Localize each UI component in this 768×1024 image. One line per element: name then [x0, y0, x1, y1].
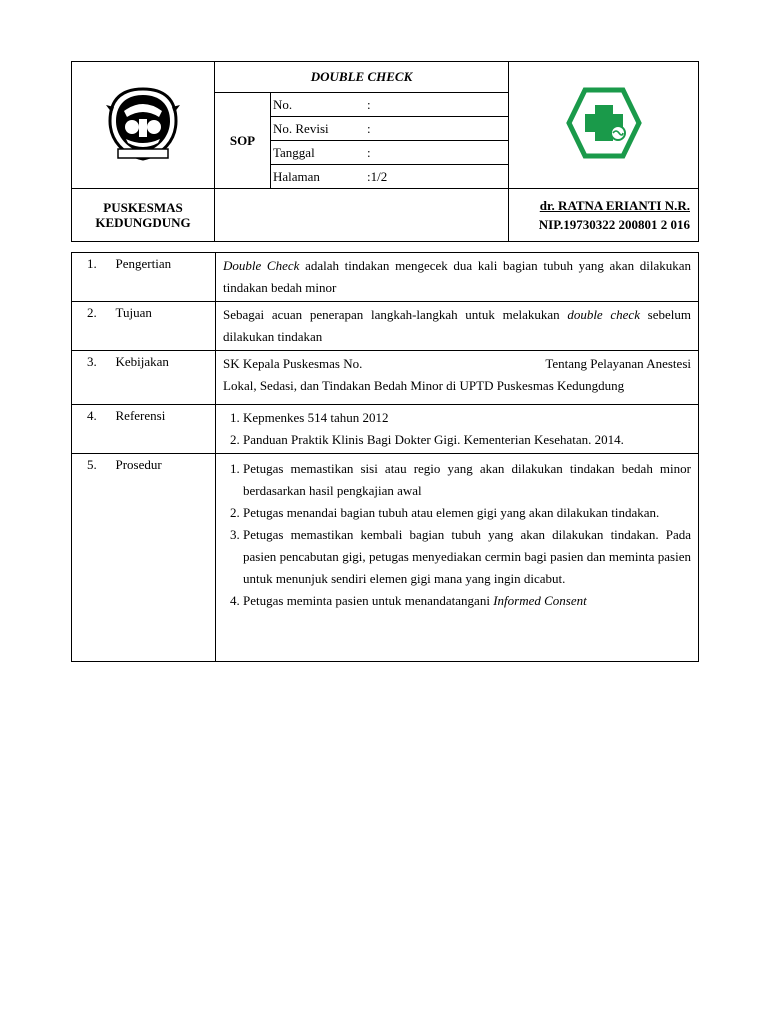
section-label: Kebijakan: [116, 351, 216, 405]
regency-emblem-icon: [104, 83, 182, 163]
list-item: 1. Kepmenkes 514 tahun 2012: [243, 407, 691, 429]
content-text: Lokal, Sedasi, dan Tindakan Bedah Minor di UPTD Puskesmas Kedungdung: [223, 378, 625, 393]
meta-value: :: [365, 117, 508, 141]
section-content: [216, 253, 699, 302]
list-item: 1. Petugas memastikan sisi atau regio yang akan dilakukan tindakan bedah minor berdasarkan hasil pengkajian awal: [243, 458, 691, 502]
procedure-list: [223, 458, 691, 612]
content-text: Petugas meminta pasien untuk menandatangani: [243, 593, 494, 608]
term: Informed Consent: [493, 593, 587, 608]
list-item: 3. Petugas memastikan kembali bagian tubuh yang akan dilakukan tindakan. Pada pasien pencabutan gigi, petugas menyediakan cermin bagi pasien dan meminta pasien untuk menunjuk sendiri elemen gigi mana yang ingin dicabut.: [243, 524, 691, 590]
section-label: Referensi: [116, 405, 216, 454]
content-text: adalah tindakan mengecek dua kali bagian tubuh yang akan dilakukan tindakan bedah minor: [223, 258, 691, 295]
meta-value: :1/2: [367, 168, 388, 184]
document-title: DOUBLE CHECK: [215, 62, 509, 93]
section-row: [72, 253, 699, 302]
list-item: 2. Petugas menandai bagian tubuh atau elemen gigi yang akan dilakukan tindakan.: [243, 502, 691, 524]
section-content: [216, 302, 699, 351]
document-meta-cell: [271, 93, 509, 189]
signatory-name: dr. RATNA ERIANTI N.R.: [539, 198, 690, 213]
section-number: 5.: [72, 454, 116, 662]
document-meta-table: [271, 93, 508, 188]
sop-content-table: [71, 252, 699, 662]
puskesmas-logo-icon: [566, 87, 642, 159]
section-number: 4.: [72, 405, 116, 454]
list-item: [243, 590, 691, 612]
meta-row: [271, 93, 508, 117]
section-content: [216, 351, 699, 405]
meta-label: No. Revisi: [271, 117, 365, 141]
section-row: [72, 351, 699, 405]
signatory-nip: NIP.19730322 200801 2 016: [538, 217, 690, 232]
section-label: Prosedur: [116, 454, 216, 662]
section-content: [216, 454, 699, 662]
organization-line: KEDUNGDUNG: [95, 215, 191, 230]
section-number: 1.: [72, 253, 116, 302]
section-number: 3.: [72, 351, 116, 405]
meta-label: Halaman: [273, 168, 320, 184]
section-row: [72, 302, 699, 351]
meta-value: :: [365, 93, 508, 117]
meta-value: :: [365, 141, 508, 165]
content-text: sebelum dilakukan tindakan: [223, 307, 691, 344]
sop-label: SOP: [215, 93, 271, 189]
meta-label: No.: [271, 93, 365, 117]
meta-row: [271, 141, 508, 165]
term: Double Check: [223, 258, 300, 273]
list-item: 2. Panduan Praktik Klinis Bagi Dokter Gigi. Kementerian Kesehatan. 2014.: [243, 429, 691, 451]
organization-line: PUSKESMAS: [103, 200, 183, 215]
signatory-block: [509, 189, 699, 242]
term: double check: [567, 307, 640, 322]
blank-cell: [215, 189, 509, 242]
meta-label: Tanggal: [271, 141, 365, 165]
meta-row: [271, 165, 508, 189]
section-number: 2.: [72, 302, 116, 351]
section-row: [72, 454, 699, 662]
regency-logo-cell: [72, 62, 215, 189]
content-text: Sebagai acuan penerapan langkah-langkah untuk melakukan: [223, 307, 568, 322]
reference-list: [223, 407, 691, 451]
organization-name: [72, 189, 215, 242]
puskesmas-logo-cell: [509, 62, 699, 189]
content-text: SK Kepala Puskesmas No.: [223, 356, 363, 371]
section-label: Tujuan: [116, 302, 216, 351]
content-text: Tentang Pelayanan Anestesi: [545, 356, 691, 371]
sop-header-table: [71, 61, 699, 242]
section-content: [216, 405, 699, 454]
meta-row: [271, 117, 508, 141]
section-label: Pengertian: [116, 253, 216, 302]
section-row: [72, 405, 699, 454]
